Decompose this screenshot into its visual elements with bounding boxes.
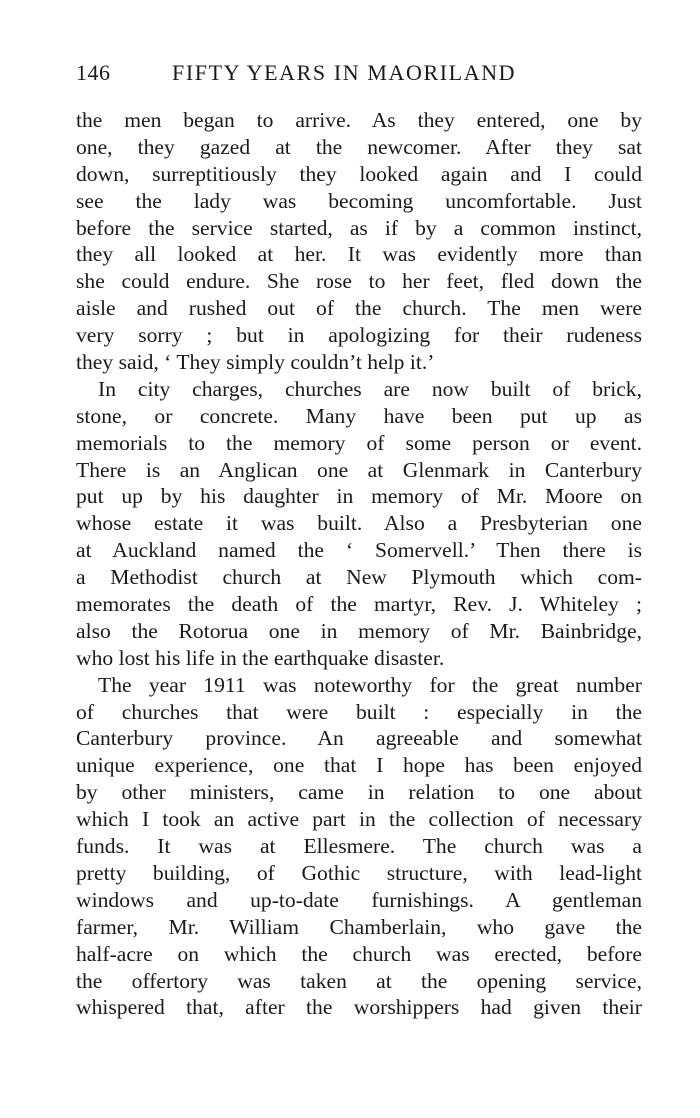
text-line: before the service started, as if by a common instinct,: [76, 215, 642, 240]
text-line: she could endure. She rose to her feet, fled down the: [76, 269, 642, 294]
text-line: There is an Anglican one at Glenmark in Canterbury: [76, 457, 642, 482]
text-line: memorates the death of the martyr, Rev. J. Whiteley ;: [76, 592, 642, 617]
text-line: the men began to arrive. As they entered, one by: [76, 108, 642, 132]
paragraph-first-line: The year 1911 was noteworthy for the great number: [98, 672, 642, 697]
body-text: [76, 107, 642, 1021]
text-line: farmer, Mr. William Chamberlain, who gave the: [76, 914, 642, 939]
text-line: funds. It was at Ellesmere. The church was a: [76, 834, 642, 859]
text-line: a Methodist church at New Plymouth which com-: [76, 565, 642, 590]
running-head: [76, 60, 642, 90]
text-line: whose estate it was built. Also a Presbyterian one: [76, 511, 642, 536]
text-line: down, surreptitiously they looked again and I could: [76, 161, 642, 186]
text-line: they all looked at her. It was evidently more than: [76, 242, 642, 267]
text-line: pretty building, of Gothic structure, with lead-light: [76, 860, 642, 885]
paragraph-first-line: In city charges, churches are now built of brick,: [98, 376, 642, 401]
text-line: memorials to the memory of some person or event.: [76, 430, 642, 455]
text-line: whispered that, after the worshippers had given their: [76, 995, 642, 1020]
text-line: of churches that were built : especially in the: [76, 699, 642, 724]
text-line: which I took an active part in the collection of necessary: [76, 807, 642, 832]
text-line: one, they gazed at the newcomer. After they sat: [76, 134, 642, 159]
page-number: 146: [76, 60, 111, 85]
text-line: they said, ‘ They simply couldn’t help it.’: [76, 350, 435, 375]
text-line: who lost his life in the earthquake disaster.: [76, 645, 445, 670]
running-title: FIFTY YEARS IN MAORILAND: [172, 60, 517, 85]
text-line: Canterbury province. An agreeable and somewhat: [76, 726, 642, 751]
text-line: aisle and rushed out of the church. The men were: [76, 296, 642, 321]
text-line: also the Rotorua one in memory of Mr. Bainbridge,: [76, 618, 642, 643]
text-line: windows and up-to-date furnishings. A gentleman: [76, 887, 642, 912]
text-line: the offertory was taken at the opening service,: [76, 968, 642, 993]
text-line: stone, or concrete. Many have been put up as: [76, 403, 642, 428]
text-line: see the lady was becoming uncomfortable. Just: [76, 188, 642, 213]
text-line: half-acre on which the church was erected, before: [76, 941, 642, 966]
text-line: put up by his daughter in memory of Mr. Moore on: [76, 484, 642, 509]
text-line: at Auckland named the ‘ Somervell.’ Then there is: [76, 538, 642, 563]
text-line: unique experience, one that I hope has been enjoyed: [76, 753, 642, 778]
text-line: by other ministers, came in relation to one about: [76, 780, 642, 805]
text-line: very sorry ; but in apologizing for their rudeness: [76, 323, 642, 348]
